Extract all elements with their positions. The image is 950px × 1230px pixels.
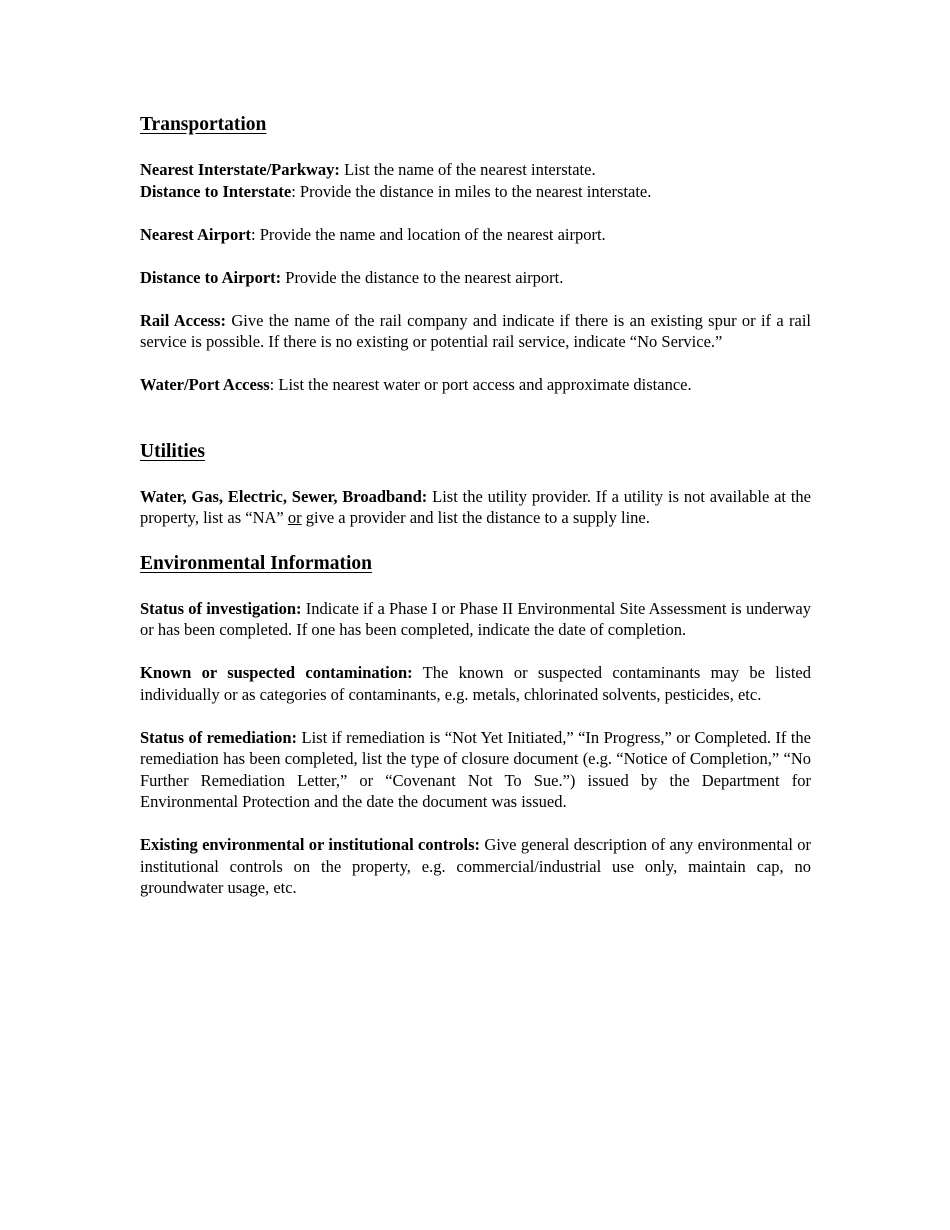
investigation-text: Indicate if a Phase I or Phase II Environmental Site Assessment is underway or has been completed. If one has been completed, indicate the date of completion. [140,598,812,639]
distance-airport-label: Distance to Airport: [140,267,282,287]
water-port-entry [140,374,811,396]
distance-interstate-entry [140,181,811,203]
remediation-label: Status of remediation: [140,727,298,747]
utilities-text-after: give a provider and list the distance to a supply line. [305,508,650,527]
utilities-label: Water, Gas, Electric, Sewer, Broadband: [140,486,428,506]
utilities-or-word: or [287,508,302,527]
nearest-interstate-label: Nearest Interstate/Parkway: [140,160,340,179]
rail-access-entry [140,310,811,353]
document-body [140,112,811,899]
nearest-interstate-entry [140,159,811,181]
controls-label: Existing environmental or institutional controls: [140,835,481,854]
utilities-heading: Utilities [140,440,205,462]
distance-interstate-label: Distance to Interstate [140,181,292,201]
distance-interstate-text: : Provide the distance in miles to the nearest interstate. [291,181,652,201]
nearest-airport-entry [140,224,811,246]
rail-access-text: Give the name of the rail company and indicate if there is an existing spur or if a rail service is possible. If there is no existing or potential rail service, indicate “No Service.” [140,310,811,351]
utilities-entry [140,486,811,529]
rail-access-label: Rail Access: [140,310,226,330]
nearest-interstate-text: List the name of the nearest interstate. [344,160,596,179]
contamination-entry [140,662,811,705]
distance-airport-entry [140,267,811,289]
nearest-airport-label: Nearest Airport [140,224,252,244]
investigation-entry [140,598,811,641]
transportation-heading: Transportation [140,114,267,135]
remediation-text: List if remediation is “Not Yet Initiated,” “In Progress,” or Completed. If the remediation has been completed, list the type of closure document (e.g. “Notice of Completion,” “No Further Remediation Letter,” or “Covenant Not To Sue.”) issued by the Department for Environmental Protection and the date the document was issued. [140,727,812,811]
utilities-text-before: List the utility provider. If a utility is not available at the property, list as “NA” [140,486,812,527]
controls-entry [140,834,811,899]
contamination-label: Known or suspected contamination: [140,663,413,682]
investigation-label: Status of investigation: [140,598,302,618]
water-port-label: Water/Port Access [140,375,270,394]
controls-text: Give general description of any environmental or institutional controls on the property, e.g. commercial/industrial use only, maintain cap, no groundwater usage, etc. [140,835,811,897]
remediation-entry [140,727,811,813]
water-port-text: : List the nearest water or port access and approximate distance. [269,375,692,394]
environmental-heading: Environmental Information [140,552,373,574]
nearest-airport-text: : Provide the name and location of the nearest airport. [251,224,606,244]
distance-airport-text: Provide the distance to the nearest airport. [285,267,564,287]
contamination-text: The known or suspected contaminants may be listed individually or as categories of contaminants, e.g. metals, chlorinated solvents, pesticides, etc. [140,663,812,704]
